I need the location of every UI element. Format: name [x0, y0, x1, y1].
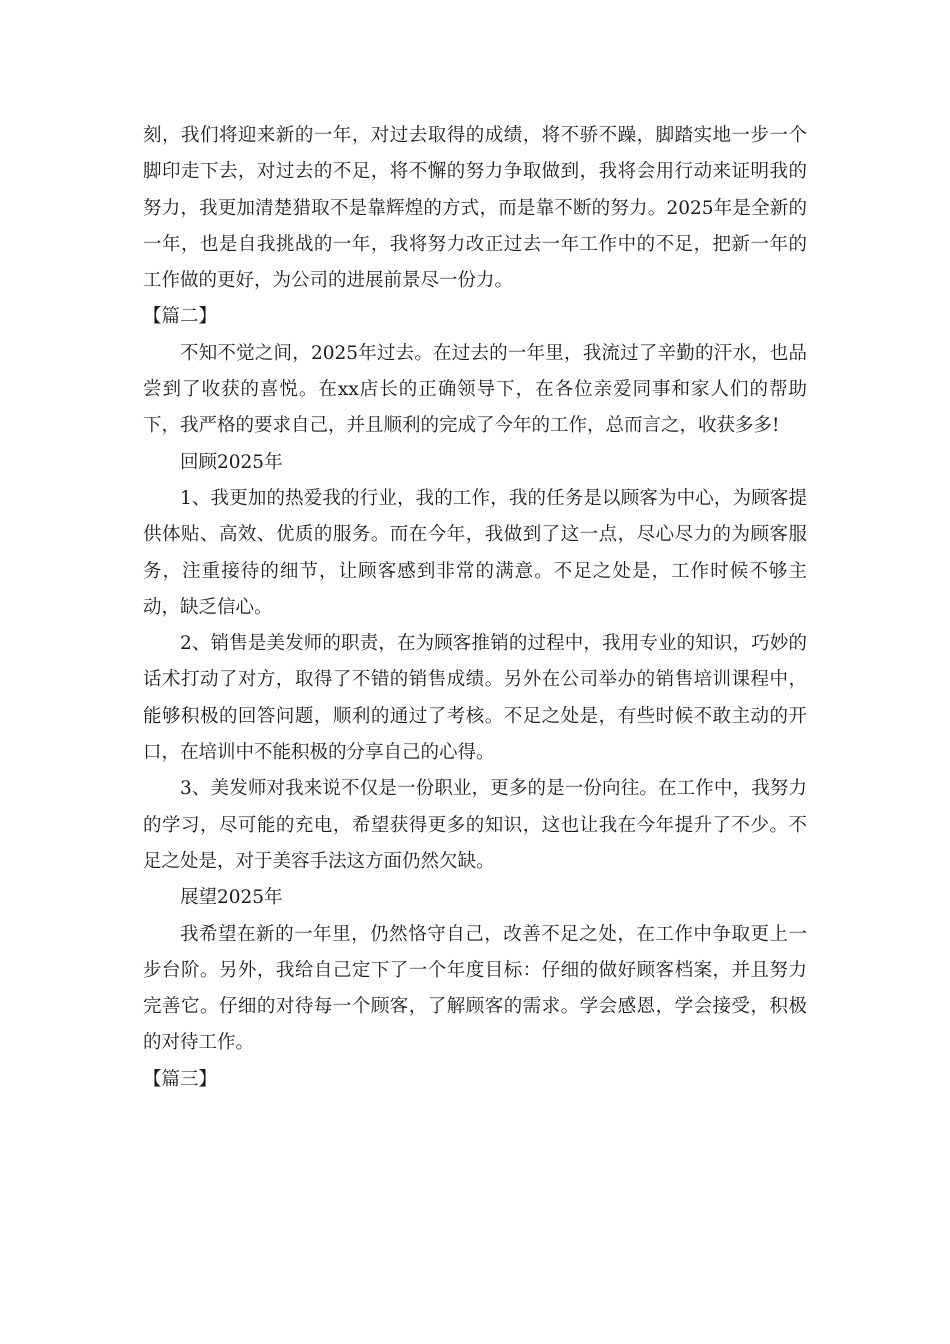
paragraph-point-2: 2、销售是美发师的职责，在为顾客推销的过程中，我用专业的知识，巧妙的话术打动了对方，取得了不错的销售成绩。另外在公司举办的销售培训课程中，能够积极的回答问题，顺利的通过了考核。不足之处是，有些时候不敢主动的开口，在培训中不能积极的分享自己的心得。: [143, 633, 807, 764]
subheading-outlook: 展望2025年: [180, 887, 283, 909]
document-page: [143, 118, 807, 1098]
section-heading-part-two: 【篇二】: [143, 306, 218, 328]
subheading-review: 回顾2025年: [180, 451, 283, 473]
paragraph-point-3: 3、美发师对我来说不仅是一份职业，更多的是一份向往。在工作中，我努力的学习，尽可能的充电，希望获得更多的知识，这也让我在今年提升了不少。不足之处是，对于美容手法这方面仍然欠缺。: [143, 778, 807, 872]
paragraph-intro: 不知不觉之间，2025年过去。在过去的一年里，我流过了辛勤的汗水，也品尝到了收获的喜悦。在xx店长的正确领导下，在各位亲爱同事和家人们的帮助下，我严格的要求自己，并且顺利的完成了今年的工作，总而言之，收获多多!: [143, 342, 807, 437]
paragraph-continuation: 刻，我们将迎来新的一年，对过去取得的成绩，将不骄不躁，脚踏实地一步一个脚印走下去，对过去的不足，将不懈的努力争取做到，我将会用行动来证明我的努力，我更加清楚猎取不是靠辉煌的方式，而是靠不断的努力。2025年是全新的一年，也是自我挑战的一年，我将努力改正过去一年工作中的不足，把新一年的工作做的更好，为公司的进展前景尽一份力。: [143, 125, 807, 292]
paragraph-point-1: 1、我更加的热爱我的行业，我的工作，我的任务是以顾客为中心，为顾客提供体贴、高效、优质的服务。而在今年，我做到了这一点，尽心尽力的为顾客服务，注重接待的细节，让顾客感到非常的满意。不足之处是，工作时候不够主动，缺乏信心。: [143, 487, 807, 618]
paragraph-outlook: 我希望在新的一年里，仍然恪守自己，改善不足之处，在工作中争取更上一步台阶。另外，我给自己定下了一个年度目标：仔细的做好顾客档案，并且努力完善它。仔细的对待每一个顾客，了解顾客的需求。学会感恩，学会接受，积极的对待工作。: [143, 923, 807, 1054]
section-heading-part-three: 【篇三】: [143, 1068, 218, 1090]
